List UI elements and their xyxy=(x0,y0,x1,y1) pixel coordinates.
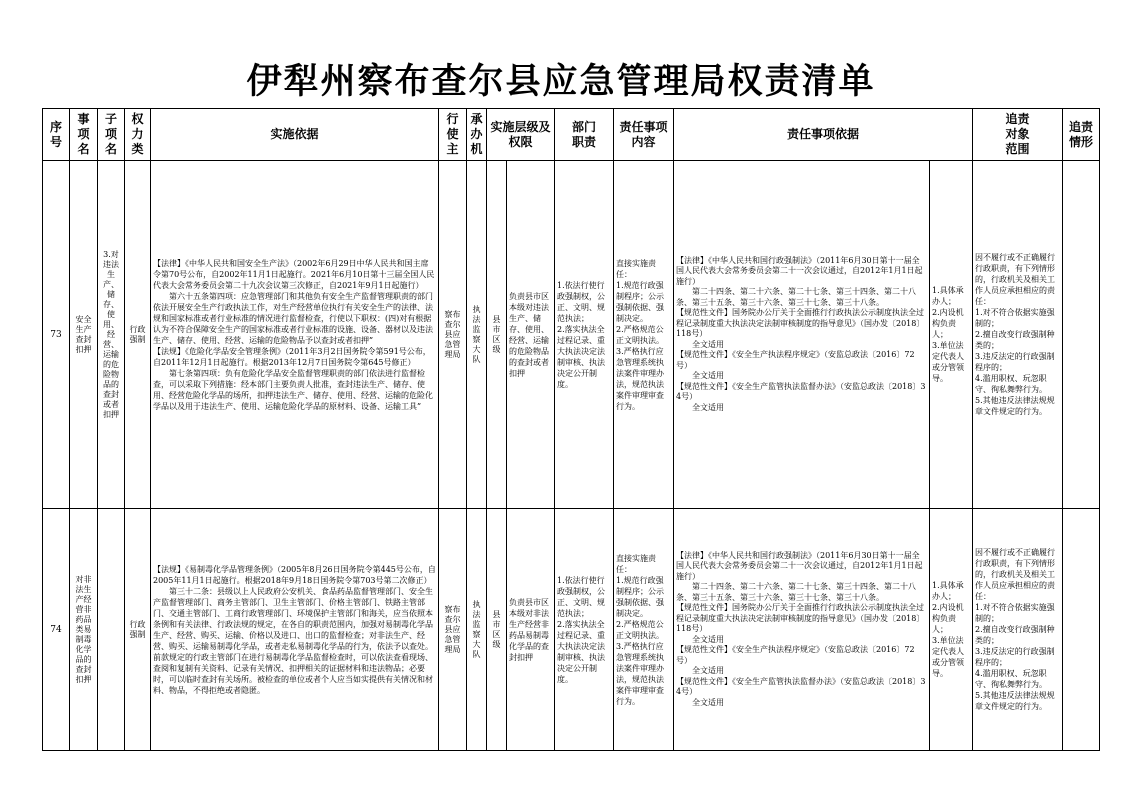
header-basis: 实施依据 xyxy=(151,109,439,161)
cell-category: 行政强制 xyxy=(125,509,151,751)
table-row xyxy=(43,161,1100,509)
cell-org: 执法监察大队 xyxy=(467,161,487,509)
cell-level: 县市区级 xyxy=(487,161,507,509)
cell-resp-basis: 【法律】《中华人民共和国行政强制法》（2011年6月30日第十一届全国人民代表大会常务委员会第二十一次会议通过，自2012年1月1日起施行） 第二十四条、第二十六条、第二十七条、第三十四条、第二十八条、第三十五条、第三十六条、第三十七条、第三十八条。 【规范性文件】国务院办公厅关于全面推行行政执法公示制度执法全过程记录制度重大执法决定法制审核制度的指导意见》（国办发〔2018〕118号） 全文适用 【规范性文件】《安全生产执法程序规定》（安监总政法〔2016〕72号） 全文适用 【规范性文件】《安全生产监管执法监督办法》（安监总政法〔2018〕34号） 全文适用 xyxy=(674,509,930,751)
cell-level: 县市区级 xyxy=(487,509,507,751)
cell-resp-content-direct: 直接实施责任： 1.规范行政强制程序；公示强制依据、强制决定。 2.严格规范公正文明执法。 3.严格执行应急管理系统执法案件审理办法，规范执法案件审理审查行为。 xyxy=(614,509,674,751)
header-resp-content: 责任事项内容 xyxy=(614,109,674,161)
cell-basis: 【法规】《易制毒化学品管理条例》（2005年8月26日国务院令第445号公布，自2005年11月1日起施行。根据2018年9月18日国务院令第703号第二次修正） 第三十二条：县级以上人民政府公安机关、食品药品监督管理部门、安全生产监督管理部门、商务主管部门、卫生主管部门、价格主管部门、铁路主管部门、交通主管部门、工商行政管理部门、环境保护主管部门和海关，应当依照本条例和有关法律、行政法规的规定，在各自的职责范围内，加强对易制毒化学品生产、经营、购买、运输、价格以及进口、出口的监督检查；对非法生产、经营、购买、运输易制毒化学品，或者走私易制毒化学品的行为，依法予以查处。前款规定的行政主管部门在进行易制毒化学品监督检查时，可以依法查看现场、查阅和复制有关资料、记录有关情况、扣押相关的证据材料和违法物品；必要时，可以临时查封有关场所。被检查的单位或者个人应当如实提供有关情况和材料、物品，不得拒绝或者隐匿。 xyxy=(151,509,439,751)
cell-seq: 74 xyxy=(43,509,70,751)
cell-category: 行政强制 xyxy=(125,161,151,509)
responsibility-table xyxy=(42,108,1100,751)
cell-remark xyxy=(1063,509,1100,751)
cell-resp-content-direct: 直接实施责任： 1.规范行政强制程序；公示强制依据、强制决定。 2.严格规范公正文明执法。 3.严格执行应急管理系统执法案件审理办法，规范执法案件审理审查行为。 xyxy=(614,161,674,509)
cell-resp-basis: 【法律】《中华人民共和国行政强制法》（2011年6月30日第十一届全国人民代表大会常务委员会第二十一次会议通过，自2012年1月1日起施行） 第二十四条、第二十六条、第二十七条、第三十四条、第二十八条、第三十五条、第三十六条、第三十七条、第三十八条。 【规范性文件】国务院办公厅关于全面推行行政执法公示制度执法全过程记录制度重大执法决定法制审核制度的指导意见》（国办发〔2018〕118号） 全文适用 【规范性文件】《安全生产执法程序规定》（安监总政法〔2016〕72号） 全文适用 【规范性文件】《安全生产监管执法监督办法》（安监总政法〔2018〕34号） 全文适用 xyxy=(674,161,930,509)
table-row xyxy=(43,509,1100,751)
cell-situation: 因不履行或不正确履行行政职责，有下列情形的，行政机关及相关工作人员应承担相应的责任： 1.对不符合依据实施强制的； 2.擅自改变行政强制种类的； 3.违反法定的行政强制程序的； 4.滥用职权、玩忽职守、徇私舞弊行为。 5.其他违反法律法规规章文件规定的行为。 xyxy=(973,509,1063,751)
cell-org: 执法监察大队 xyxy=(467,509,487,751)
header-org: 承办机 xyxy=(467,109,487,161)
table-header-row xyxy=(43,109,1100,161)
cell-subject: 察布查尔县应急管理局 xyxy=(439,161,467,509)
header-subject: 行使主 xyxy=(439,109,467,161)
cell-item: 安全生产查封扣押 xyxy=(70,161,98,509)
cell-seq: 73 xyxy=(43,161,70,509)
cell-subject: 察布查尔县应急管理局 xyxy=(439,509,467,751)
cell-situation: 因不履行或不正确履行行政职责，有下列情形的，行政机关及相关工作人员应承担相应的责任： 1.对不符合依据实施强制的； 2.擅自改变行政强制种类的； 3.违反法定的行政强制程序的； 4.滥用职权、玩忽职守、徇私舞弊行为。 5.其他违反法律法规规章文件规定的行为。 xyxy=(973,161,1063,509)
cell-resp-content: 1.依法行使行政强制权，公正、文明、规范执法； 2.落实执法全过程记录、重大执法决定法制审核、执法决定公开制度。 xyxy=(555,509,614,751)
header-dept-duty: 部门职责 xyxy=(555,109,614,161)
header-item: 事项名 xyxy=(70,109,98,161)
cell-item: 对非法生产经营非药品类易制毒化学品的查封扣押 xyxy=(70,509,98,751)
header-situation: 追责情形 xyxy=(1063,109,1100,161)
header-seq: 序号 xyxy=(43,109,70,161)
cell-target: 1.具体承办人； 2.内设机构负责人； 3.单位法定代表人或分管领导。 xyxy=(930,509,973,751)
cell-basis: 【法律】《中华人民共和国安全生产法》（2002年6月29日中华人民共和国主席令第70号公布，自2002年11月1日起施行。2021年6月10日第十三届全国人民代表大会常务委员会第二十九次会议第三次修正，自2021年9月1日起施行） 第六十五条第四项：应急管理部门和其他负有安全生产监督管理职责的部门依法开展安全生产行政执法工作，对生产经营单位执行有关安全生产的法律、法规和国家标准或者行业标准的情况进行监督检查，行使以下职权：(四)对有根据认为不符合保障安全生产的国家标准或者行业标准的设施、设备、器材以及违法生产、储存、使用、经营、运输的危险物品予以查封或者扣押” 【法规】《危险化学品安全管理条例》（2011年3月2日国务院令第591号公布，自2011年12月1日起施行。根据2013年12月7日国务院令第645号修正） 第七条第四项：负有危险化学品安全监督管理职责的部门依法进行监督检查，可以采取下列措施：经本部门主要负责人批准，查封违法生产、储存、使用、经营危险化学品的场所，扣押违法生产、储存、使用、经营、运输的危险化学品以及用于违法生产、使用、运输危险化学品的原材料、设备、运输工具” xyxy=(151,161,439,509)
header-category: 权力类 xyxy=(125,109,151,161)
header-level: 实施层级及权限 xyxy=(487,109,555,161)
header-subitem: 子项名 xyxy=(98,109,125,161)
header-resp-basis: 责任事项依据 xyxy=(674,109,973,161)
cell-dept-duty: 负责县市区本级对非法生产经营非药品易制毒化学品的查封扣押 xyxy=(507,509,555,751)
header-target: 追责对象范围 xyxy=(973,109,1063,161)
cell-subitem xyxy=(98,509,125,751)
cell-resp-content: 1.依法行使行政强制权，公正、文明、规范执法； 2.落实执法全过程记录、重大执法决定法制审核、执法决定公开制度。 xyxy=(555,161,614,509)
cell-dept-duty: 负责县市区本级对违法生产、储存、使用、经营、运输的危险物品的查封或者扣押 xyxy=(507,161,555,509)
cell-remark xyxy=(1063,161,1100,509)
cell-target: 1.具体承办人； 2.内设机构负责人； 3.单位法定代表人或分管领导。 xyxy=(930,161,973,509)
document-title: 伊犁州察布查尔县应急管理局权责清单 xyxy=(246,62,876,102)
cell-subitem: 3.对违法生产、储存、使用、经营、运输的危险物品的查封或者扣押 xyxy=(98,161,125,509)
